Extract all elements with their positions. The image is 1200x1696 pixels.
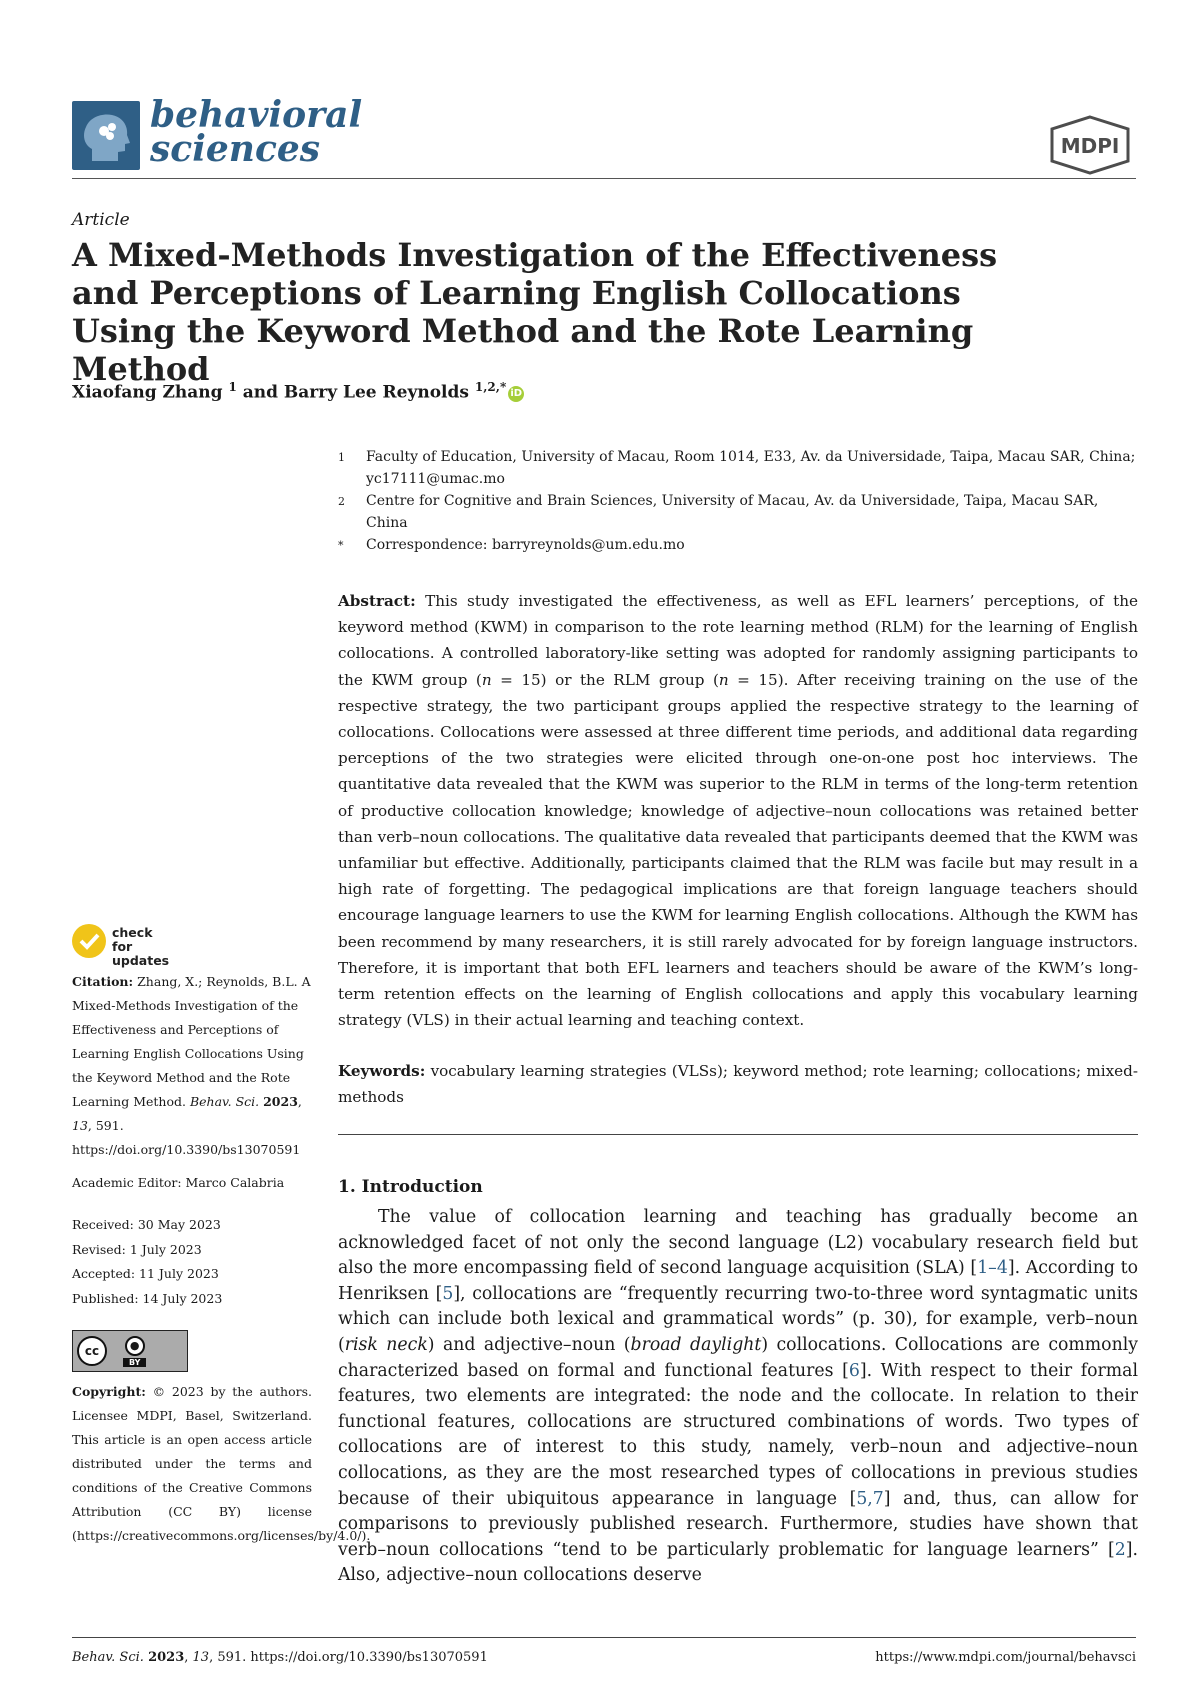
cc-icon: cc — [77, 1336, 107, 1366]
footer-url[interactable]: https://www.mdpi.com/journal/behavsci — [875, 1650, 1136, 1665]
abstract-n: n — [481, 670, 492, 689]
keywords-text: vocabulary learning strategies (VLSs); keyword method; rote learning; collocations; mixed-methods — [338, 1062, 1138, 1106]
revised-date: Revised: 1 July 2023 — [72, 1241, 202, 1257]
abstract — [338, 588, 1138, 1033]
body-text: ] and, thus, can allow for comparisons to previously published research. Furthermore, studies have shown that verb–noun collocations “tend to be particularly problematic for language learners” [ — [338, 1488, 1138, 1560]
abstract-n: n — [718, 670, 729, 689]
affiliation-number: 2 — [338, 495, 345, 508]
publisher-name: MDPI — [1060, 134, 1120, 158]
attribution-icon — [123, 1336, 146, 1367]
affiliation-item — [338, 490, 1138, 534]
example-text: broad daylight — [630, 1334, 762, 1355]
copyright-block — [72, 1380, 371, 1548]
body-text: ], collocations are “frequently recurring two-to-three word syntagmatic units which can include both lexical and grammatical words” (p. 30), for example, verb–noun ( — [338, 1283, 1138, 1355]
abstract-text: = 15). After receiving training on the use of the respective strategy, the two participant groups applied the respective strategy to the learning of collocations. Collocations were assessed at three different time periods, and additional data regarding perceptions of the two strategies were elicited through one-on-one post hoc interviews. The quantitative data revealed that the KWM was superior to the RLM in terms of the long-term retention of productive collocation knowledge; knowledge of adjective–noun collocations was retained better than verb–noun collocations. The qualitative data revealed that participants deemed that the KWM was unfamiliar but effective. Additionally, participants claimed that the RLM was facile but may result in a high rate of forgetting. The pedagogical implications are that foreign language teachers should encourage language learners to use the KWM for learning English collocations. Although the KWM has been recommend by many researchers, it is still rarely advocated for by foreign language instructors. Therefore, it is important that both EFL learners and teachers should be aware of the KWM’s long-term retention effects on the learning of English collocations and apply this vocabulary learning strategy (VLS) in their actual learning and teaching context. — [338, 670, 1138, 1030]
citation-doi[interactable]: , 591. https://doi.org/10.3390/bs13070591 — [72, 1118, 301, 1157]
citation-block: Citation: Zhang, X.; Reynolds, B.L. A Mixed-Methods Investigation of the Effectiveness and Perceptions of Learning English Collocations Using the Keyword Method and the Rote Learning Method. Behav. Sci. 2023, 13, 591. https://doi.org/10.3390/bs13070591 — [72, 974, 311, 1157]
section-heading: 1. Introduction — [338, 1177, 483, 1197]
body-text: ]. With respect to their formal features, two elements are integrated: the node and the collocate. In relation to their functional features, collocations are structured combinations of words. Two types of collocations are of interest to this study, namely, verb–noun and adjective–noun collocations, as they are the most researched types of collocations in previous studies because of their ubiquitous appearance in language [ — [338, 1360, 1138, 1509]
correspondence-text: Correspondence: barryreynolds@um.edu.mo — [366, 537, 685, 553]
introduction-body — [338, 1205, 1138, 1589]
received-date: Received: 30 May 2023 — [72, 1217, 221, 1232]
affiliation-text: Faculty of Education, University of Macau, Room 1014, E33, Av. da Universidade, Taipa, Macau SAR, China; yc17111@umac.mo — [366, 449, 1136, 487]
body-text: ]. According to Henriksen [ — [338, 1258, 1138, 1304]
citation-label: Citation: — [72, 974, 134, 989]
journal-name-line2: sciences — [150, 128, 321, 170]
check-for-updates-icon[interactable] — [72, 924, 106, 958]
article-type: Article — [72, 210, 130, 230]
header-divider — [72, 178, 1136, 179]
citation-year: 2023 — [263, 1094, 298, 1109]
author-name[interactable]: Xiaofang Zhang — [72, 382, 223, 403]
footer-volume: 13 — [192, 1650, 210, 1665]
abstract-label: Abstract: — [338, 592, 416, 610]
footer-divider — [72, 1637, 1136, 1638]
citation-link[interactable]: 6 — [848, 1360, 860, 1381]
body-text: The value of collocation learning and teaching has gradually become an acknowledged facet of not only the second language (L2) vocabulary research field but also the more encompassing field of second language acquisition (SLA) [ — [338, 1207, 1138, 1279]
affiliation-number: 1 — [338, 451, 345, 464]
published-date: Published: 14 July 2023 — [72, 1290, 223, 1306]
footer-journal: Behav. Sci. — [72, 1650, 144, 1665]
body-text: ]. Also, adjective–noun collocations deserve — [338, 1539, 1138, 1586]
publication-dates — [72, 1213, 312, 1311]
journal-logo-icon — [72, 101, 140, 170]
author-conjunction: and — [242, 382, 278, 403]
abstract-divider — [338, 1134, 1138, 1135]
affiliation-item — [338, 534, 1138, 557]
authors — [72, 380, 524, 403]
abstract-text: This study investigated the effectiveness, as well as EFL learners’ perceptions, of the keyword method (KWM) in comparison to the rote learning method (RLM) for the learning of English collocations. A controlled laboratory-like setting was adopted for randomly assigning participants to the KWM group ( — [338, 592, 1139, 689]
affiliation-number: * — [338, 539, 344, 552]
check-for-updates-label[interactable]: check for updates — [112, 925, 170, 968]
keywords-label: Keywords: — [338, 1062, 426, 1080]
cc-by-license-icon[interactable] — [72, 1330, 188, 1372]
page-title: A Mixed-Methods Investigation of the Effectiveness and Perceptions of Learning English Collocations Using the Keyword Method and the Rote Learning Method — [72, 236, 998, 388]
affiliation-text: Centre for Cognitive and Brain Sciences, University of Macau, Av. da Universidade, Taipa, Macau SAR, China — [366, 493, 1099, 531]
person-icon: ● — [125, 1336, 145, 1356]
copyright-label: Copyright: — [72, 1384, 146, 1399]
orcid-icon[interactable]: iD — [508, 386, 524, 402]
author-affiliation-sup: 1 — [228, 380, 237, 394]
journal-name — [150, 94, 363, 170]
accepted-date: Accepted: 11 July 2023 — [72, 1266, 219, 1281]
affiliations — [338, 446, 1138, 557]
author-affiliation-sup: 1,2,* — [474, 380, 507, 394]
affiliation-item — [338, 446, 1138, 490]
citation-volume: 13 — [72, 1118, 88, 1133]
by-label: BY — [123, 1358, 146, 1367]
copyright-text: © 2023 by the authors. Licensee MDPI, Basel, Switzerland. This article is an open access article distributed under the terms and conditions of the Creative Commons Attribution (CC BY) license (https://creativecommons.org/licenses/by/4.0/). — [72, 1384, 371, 1543]
academic-editor: Academic Editor: Marco Calabria — [72, 1175, 285, 1190]
citation-link[interactable]: 5,7 — [856, 1488, 884, 1509]
keywords — [338, 1058, 1138, 1110]
citation-link[interactable]: 5 — [442, 1283, 454, 1304]
citation-link[interactable]: 1–4 — [977, 1258, 1008, 1279]
citation-text: Zhang, X.; Reynolds, B.L. A Mixed-Methods Investigation of the Effectiveness and Perceptions of Learning English Collocations Using the Keyword Method and the Rote Learning Method. — [72, 974, 311, 1109]
citation-link[interactable]: 2 — [1114, 1539, 1126, 1560]
author-name[interactable]: Barry Lee Reynolds — [283, 382, 469, 403]
head-profile-icon — [72, 101, 140, 170]
footer-citation: Behav. Sci. 2023, 13, 591. https://doi.org/10.3390/bs13070591 — [72, 1650, 488, 1665]
footer-year: 2023 — [148, 1650, 185, 1665]
footer-doi[interactable]: , 591. https://doi.org/10.3390/bs13070591 — [209, 1650, 488, 1665]
abstract-text: = 15) or the RLM group ( — [491, 670, 719, 689]
citation-journal: Behav. Sci. — [189, 1094, 260, 1109]
body-text: ) and adjective–noun ( — [427, 1334, 631, 1355]
journal-name-line1: behavioral — [150, 94, 363, 136]
example-text: risk neck — [344, 1334, 428, 1355]
body-text: ) collocations. Collocations are commonly characterized based on formal and functional features [ — [338, 1334, 1138, 1381]
mdpi-logo-icon — [1046, 115, 1134, 175]
